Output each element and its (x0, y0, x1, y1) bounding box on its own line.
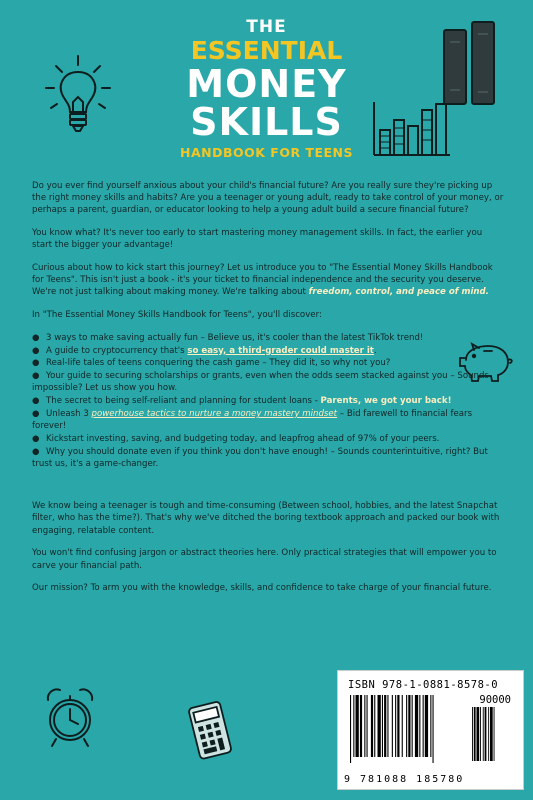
title-essential: ESSENTIAL (190, 36, 343, 65)
title-subtitle: HANDBOOK FOR TEENS (179, 145, 353, 160)
back-cover-description (32, 180, 504, 605)
calculator-icon (186, 700, 236, 760)
bullet-marker: ● (32, 371, 40, 382)
list-item-text: – Bid farewell to financial fears forever! (32, 409, 473, 432)
list-item-highlight: Parents, we got your back! (320, 396, 452, 407)
isbn-barcode (337, 670, 524, 790)
spacer (32, 480, 504, 500)
list-item-text: Your guide to securing scholarships or grants, even when the odds seem stacked against you – Sounds impossible? Let us show you how. (32, 371, 489, 394)
list-item-text: The secret to being self-reliant and planning for student loans - (46, 396, 321, 407)
list-item-text: Kickstart investing, saving, and budgeting today, and leapfrog ahead of 97% of your peers. (46, 434, 440, 445)
bullet-marker: ● (32, 396, 40, 407)
intro-emphasis: freedom, control, and peace of mind. (308, 287, 489, 298)
list-item (32, 370, 504, 394)
list-item-highlight: powerhouse tactics to nurture a money mastery mindset (91, 409, 338, 420)
list-item (32, 357, 504, 369)
ean-number: 9 781088 185780 (344, 774, 465, 785)
list-item-text: Real-life tales of teens conquering the cash game – They did it, so why not you? (46, 358, 391, 369)
bullet-marker: ● (32, 409, 40, 420)
list-item (32, 395, 504, 407)
lightbulb-icon (42, 52, 114, 138)
list-item-text: 3 ways to make saving actually fun – Believe us, it's cooler than the latest TikTok trend! (46, 332, 424, 343)
intro-paragraph-4: In "The Essential Money Skills Handbook for Teens", you'll discover: (32, 310, 322, 321)
books-icon (440, 18, 502, 108)
list-item-text: . (373, 345, 377, 356)
intro-paragraph-2: You know what? It's never too early to start mastering money management skills. In fact, the earlier you start the bigger your advantage! (32, 228, 483, 251)
list-item (32, 408, 504, 432)
list-item (32, 332, 504, 344)
list-item (32, 345, 504, 357)
closing-paragraph-3: Our mission? To arm you with the knowledge, skills, and confidence to take charge of your financial future. (32, 583, 492, 594)
intro-paragraph-3-text: Curious about how to kick start this journey? Let us introduce you to "The Essential Money Skills Handbook for Teens". This isn't just a book - it's your ticket to financial independence and the security you deserve. We're not just talking about making money. We're talking about (32, 263, 493, 298)
title-money: MONEY (186, 62, 347, 106)
benefits-list (32, 332, 504, 470)
list-item-text: Unleash 3 (46, 409, 92, 420)
intro-paragraph-3 (32, 262, 504, 299)
bullet-marker: ● (32, 345, 40, 356)
closing-paragraph-2: You won't find confusing jargon or abstract theories here. Only practical strategies that will empower you to carve your financial path. (32, 548, 497, 571)
bullet-marker: ● (32, 332, 40, 343)
title-the: THE (246, 17, 287, 37)
bullet-marker: ● (32, 446, 40, 457)
bar-chart-icon (372, 100, 452, 158)
list-item-text: A guide to cryptocurrency that's (46, 345, 188, 356)
isbn-number: ISBN 978-1-0881-8578-0 (348, 679, 499, 691)
list-item (32, 446, 504, 470)
bullet-marker: ● (32, 434, 40, 445)
list-item-highlight: so easy, a third-grader could master it (187, 345, 374, 356)
list-item (32, 433, 504, 445)
list-item-text: Why you should donate even if you think you don't have enough! – Sounds counterintuitive, right? But trust us, it's a game-changer. (32, 446, 488, 470)
bullet-marker: ● (32, 358, 40, 369)
title-skills: SKILLS (190, 100, 343, 144)
price-code: 90000 (479, 694, 511, 706)
intro-paragraph-1: Do you ever find yourself anxious about your child's financial future? Are you really sure they're picking up the right money skills and habits? Are you a teenager or young adult, ready to take control of your money, or perhaps a parent, guardian, or educator looking to help a young adult build a secure financial future? (32, 181, 504, 216)
closing-paragraph-1: We know being a teenager is tough and time-consuming (Between school, hobbies, and the latest Snapchat filter, who has the time?). That's why we've ditched the boring textbook approach and packed our book with engaging, relatable content. (32, 501, 500, 536)
alarm-clock-icon (40, 684, 100, 750)
